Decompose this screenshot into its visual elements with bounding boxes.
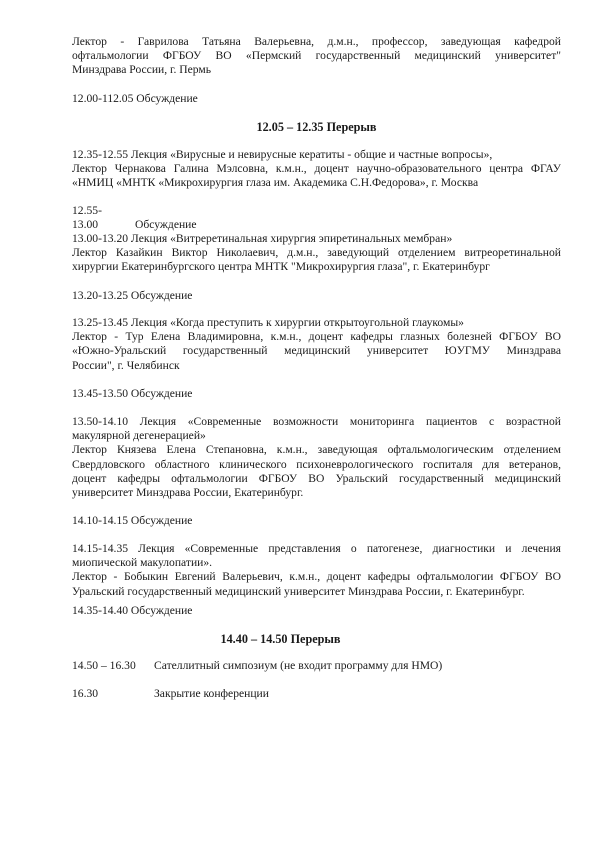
lecturer-gavrilova <box>72 35 561 78</box>
lecturer-line: хирургии Екатеринбургского центра МНТК "Микрохирургия глаза", г. Екатеринбург <box>72 260 490 274</box>
lecturer-line: Минздрава России, г. Пермь <box>72 63 212 77</box>
lecturer-line: Лектор Князева Елена Степановна, к.м.н., заведующая офтальмологическим отделением <box>72 443 561 457</box>
lecturer-line: «НМИЦ «МНТК «Микрохирургия глаза им. Академика С.Н.Федорова», г. Москва <box>72 176 479 190</box>
lecturer-line: России", г. Челябинск <box>72 358 180 372</box>
lecture-title: макулярной дегенерацией» <box>72 429 206 443</box>
closing-time: 16.30 <box>72 687 99 700</box>
symposium-time: 14.50 – 16.30 <box>72 659 136 672</box>
conference-closing <box>72 687 561 701</box>
lecture-myopic-maculopathy <box>72 542 561 599</box>
lecturer-line: офтальмологии ФГБОУ ВО «Пермский государственный медицинский университет" <box>72 49 561 63</box>
lecturer-line: Свердловского областного клинического психоневрологического госпиталя для ветеранов, <box>72 457 561 471</box>
discussion-1255 <box>72 204 561 232</box>
lecturer-line: Уральский государственный медицинский университет Минздрава России, г. Екатеринбург. <box>72 584 525 598</box>
discussion-1320: 13.20-13.25 Обсуждение <box>72 289 193 302</box>
lecture-title: 13.50-14.10 Лекция «Современные возможности мониторинга пациентов с возрастной <box>72 415 561 428</box>
lecture-title: 14.15-14.35 Лекция «Современные представления о патогенезе, диагностики и лечения <box>72 542 561 555</box>
lecturer-line: Лектор Казайкин Виктор Николаевич, д.м.н., заведующий отделением витреоретинальной <box>72 246 561 260</box>
lecture-amd-monitoring <box>72 415 561 500</box>
discussion-time: 12.55-13.00 <box>72 204 102 232</box>
closing-label: Закрытие конференции <box>154 687 269 700</box>
lecture-title: миопической макулопатии». <box>72 556 213 570</box>
lecturer-line: доцент кафедры офтальмологии ФГБОУ ВО Уральский государственный медицинский <box>72 471 561 485</box>
lecture-title: 13.00-13.20 Лекция «Витреретинальная хирургия эпиретинальных мембран» <box>72 232 453 245</box>
lecturer-line: университет Минздрава России, Екатеринбург. <box>72 486 304 500</box>
discussion-1200: 12.00-112.05 Обсуждение <box>72 92 198 105</box>
lecturer-line: Лектор - Тур Елена Владимировна, к.м.н., доцент кафедры глазных болезней ФГБОУ ВО <box>72 330 561 344</box>
satellite-symposium <box>72 659 561 673</box>
discussion-1410: 14.10-14.15 Обсуждение <box>72 514 193 527</box>
symposium-label: Сателлитный симпозиум (не входит программу для НМО) <box>154 659 443 672</box>
break-heading-1205: 12.05 – 12.35 Перерыв <box>256 120 377 134</box>
discussion-1345: 13.45-13.50 Обсуждение <box>72 387 193 400</box>
lecture-keratitis <box>72 148 561 191</box>
lecture-title: 13.25-13.45 Лекция «Когда преступить к хирургии открытоугольной глаукомы» <box>72 316 464 329</box>
lecturer-line: Лектор - Бобыкин Евгений Валерьевич, к.м.н., доцент кафедры офтальмологии ФГБОУ ВО <box>72 570 561 584</box>
lecturer-line: «Южно-Уральский государственный медицинский университет ЮУГМУ Минздрава <box>72 344 561 358</box>
lecture-glaucoma <box>72 316 561 373</box>
lecture-title: 12.35-12.55 Лекция «Вирусные и невирусные кератиты - общие и частные вопросы», <box>72 148 493 161</box>
lecture-vitreoretinal <box>72 232 561 275</box>
lecturer-line: Лектор Чернакова Галина Мэлсовна, к.м.н., доцент научно-образовательного центра ФГАУ <box>72 162 561 176</box>
break-heading-1440: 14.40 – 14.50 Перерыв <box>220 632 341 646</box>
discussion-label: Обсуждение <box>135 218 197 232</box>
discussion-1435: 14.35-14.40 Обсуждение <box>72 604 193 617</box>
lecturer-line: Лектор - Гаврилова Татьяна Валерьевна, д.м.н., профессор, заведующая кафедрой <box>72 35 561 48</box>
